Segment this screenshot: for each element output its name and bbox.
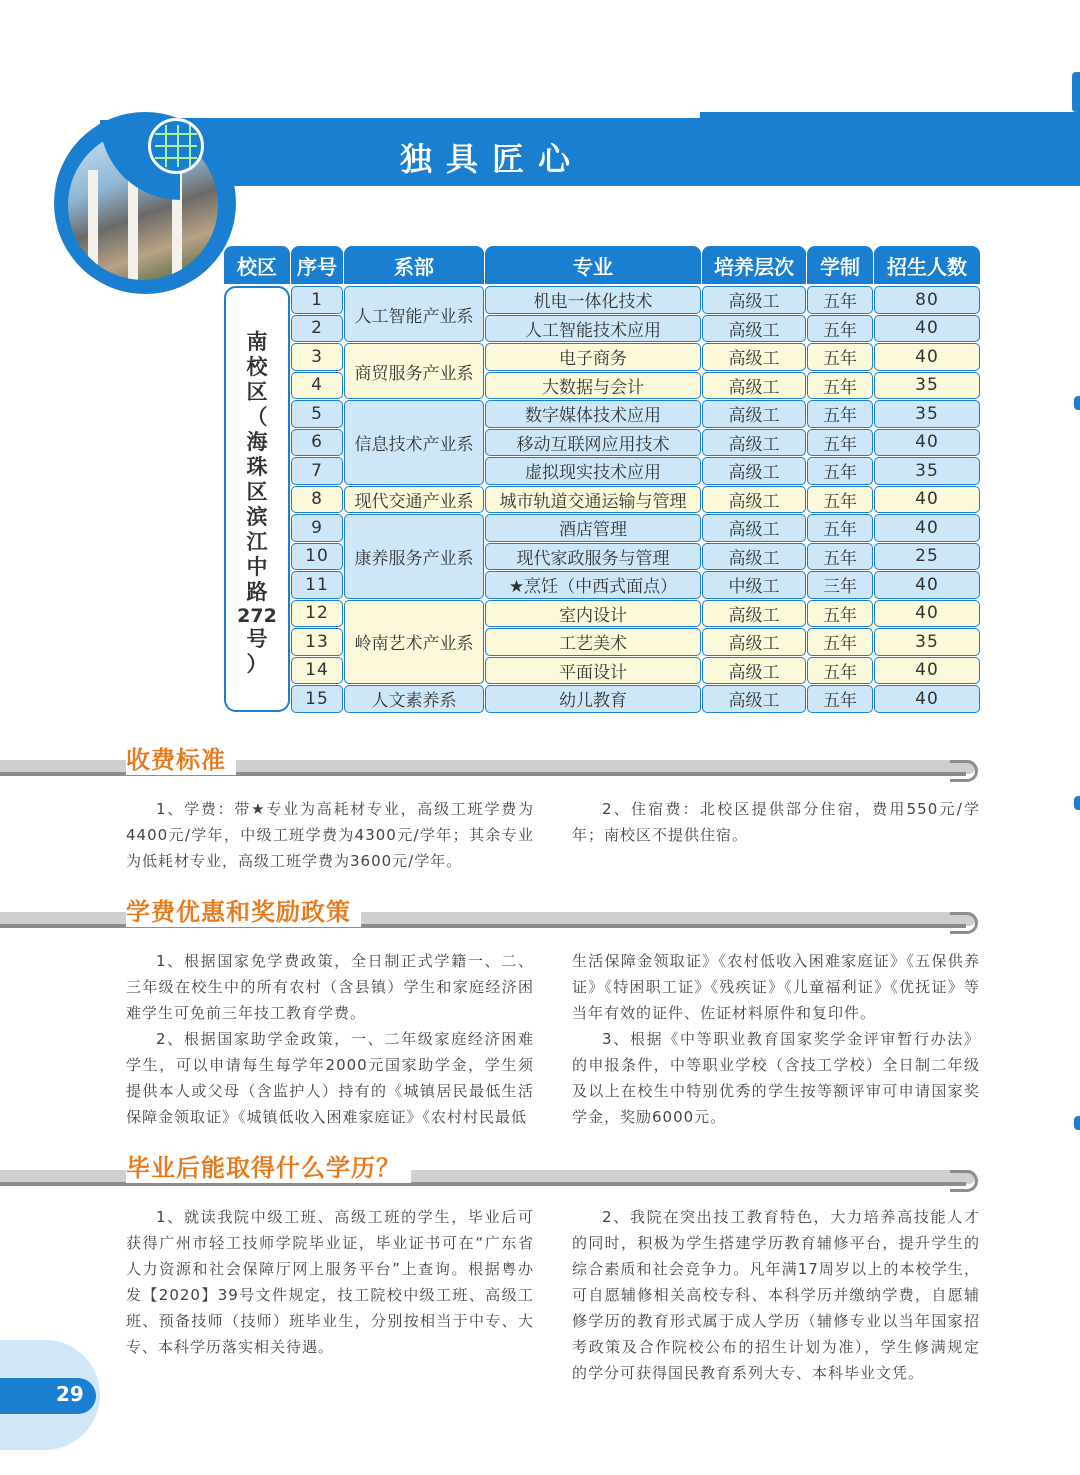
row-level: 高级工 <box>702 400 806 428</box>
row-major: 移动互联网应用技术 <box>485 429 701 457</box>
campus-char: 江 <box>246 529 268 554</box>
row-no: 11 <box>291 571 343 599</box>
section-title-fees: 收费标准 <box>126 740 236 775</box>
row-no: 15 <box>291 685 343 713</box>
side-tab-marker <box>1074 796 1080 810</box>
row-no: 5 <box>291 400 343 428</box>
row-level: 高级工 <box>702 457 806 485</box>
row-no: 14 <box>291 657 343 685</box>
row-department: 人工智能产业系 <box>344 286 484 342</box>
row-years: 五年 <box>807 400 873 428</box>
row-count: 35 <box>874 372 980 400</box>
row-major: 工艺美术 <box>485 628 701 656</box>
side-tab-marker <box>1074 396 1080 410</box>
row-years: 五年 <box>807 657 873 685</box>
page-title: 独具匠心 <box>400 140 585 178</box>
header-campus: 校区 <box>224 246 290 284</box>
row-level: 高级工 <box>702 628 806 656</box>
row-years: 五年 <box>807 486 873 514</box>
header-no: 序号 <box>291 246 343 284</box>
paragraph: 3、根据《中等职业教育国家奖学金评审暂行办法》的申报条件，中等职业学校（含技工学校）全日制二年级及以上在校生中特别优秀的学生按等额评审可申请国家奖学金，奖励6000元。 <box>572 1030 980 1126</box>
row-years: 五年 <box>807 628 873 656</box>
row-department: 商贸服务产业系 <box>344 343 484 399</box>
degree-left-text <box>126 1204 534 1360</box>
header-level: 培养层次 <box>702 246 806 284</box>
row-years: 五年 <box>807 286 873 314</box>
campus-char: ） <box>246 651 268 676</box>
row-level: 高级工 <box>702 372 806 400</box>
row-count: 35 <box>874 400 980 428</box>
campus-char: 滨 <box>246 504 268 529</box>
row-count: 40 <box>874 429 980 457</box>
paragraph: 2、住宿费：北校区提供部分住宿，费用550元/学年；南校区不提供住宿。 <box>572 800 980 844</box>
paragraph: 2、根据国家助学金政策，一、二年级家庭经济困难学生，可以申请每生每学年2000元国家助学金，学生须提供本人或父母（含监护人）持有的《城镇居民最低生活保障金领取证》《城镇低收入困难家庭证》《农村村民最低 <box>126 1030 534 1126</box>
row-years: 五年 <box>807 372 873 400</box>
section-title-degree: 毕业后能取得什么学历？ <box>126 1148 411 1183</box>
row-no: 2 <box>291 315 343 343</box>
row-no: 6 <box>291 429 343 457</box>
row-major: 现代家政服务与管理 <box>485 543 701 571</box>
campus-char: 中 <box>246 554 268 579</box>
row-major: 机电一体化技术 <box>485 286 701 314</box>
row-major: ★烹饪（中西式面点） <box>485 571 701 599</box>
row-count: 40 <box>874 685 980 713</box>
row-count: 35 <box>874 457 980 485</box>
fees-left-text <box>126 796 534 874</box>
row-no: 12 <box>291 600 343 628</box>
row-no: 8 <box>291 486 343 514</box>
paragraph: 1、根据国家免学费政策，全日制正式学籍一、二、三年级在校生中的所有农村（含县镇）学生和家庭经济困难学生可免前三年技工教育学费。 <box>126 952 534 1022</box>
header-band <box>160 118 1080 186</box>
paragraph-continued: 生活保障金领取证》《农村低收入困难家庭证》《五保供养证》《特困职工证》《残疾证》《儿童福利证》《优抚证》等当年有效的证件、佐证材料原件和复印件。 <box>572 952 980 1022</box>
header-dept: 系部 <box>344 246 484 284</box>
paragraph: 2、我院在突出技工教育特色，大力培养高技能人才的同时，积极为学生搭建学历教育辅修平台，提升学生的综合素质和社会竞争力。凡年满17周岁以上的本校学生，可自愿辅修相关高校专科、本科学历并缴纳学费，自愿辅修学历的教育形式属于成人学历（辅修专业以当年国家招考政策及合作院校公布的招生计划为准），学生修满规定的学分可获得国民教育系列大专、本科毕业文凭。 <box>572 1208 980 1382</box>
row-department: 信息技术产业系 <box>344 400 484 485</box>
degree-right-text <box>572 1204 980 1386</box>
row-level: 高级工 <box>702 286 806 314</box>
campus-char: 南 <box>246 329 268 354</box>
campus-char: 区 <box>246 479 268 504</box>
row-count: 35 <box>874 628 980 656</box>
row-years: 五年 <box>807 514 873 542</box>
side-tab-marker <box>1074 1116 1080 1130</box>
campus-char: 号 <box>246 626 268 651</box>
globe-icon <box>148 118 204 174</box>
row-no: 3 <box>291 343 343 371</box>
row-department: 人文素养系 <box>344 685 484 713</box>
row-major: 城市轨道交通运输与管理 <box>485 486 701 514</box>
row-major: 虚拟现实技术应用 <box>485 457 701 485</box>
row-years: 三年 <box>807 571 873 599</box>
campus-char: 珠 <box>246 454 268 479</box>
row-department: 岭南艺术产业系 <box>344 600 484 685</box>
row-level: 高级工 <box>702 486 806 514</box>
row-major: 电子商务 <box>485 343 701 371</box>
paragraph: 1、就读我院中级工班、高级工班的学生，毕业后可获得广州市轻工技师学院毕业证，毕业证书可在“广东省人力资源和社会保障厅网上服务平台”上查询。根据粤办发【2020】39号文件规定，技工院校中级工班、高级工班、预备技师（技师）班毕业生，分别按相当于中专、大专、本科学历落实相关待遇。 <box>126 1208 534 1356</box>
row-major: 平面设计 <box>485 657 701 685</box>
row-no: 13 <box>291 628 343 656</box>
row-years: 五年 <box>807 457 873 485</box>
row-level: 高级工 <box>702 543 806 571</box>
header-years: 学制 <box>807 246 873 284</box>
section-bar-cap <box>950 760 978 782</box>
section-bar-cap <box>950 1170 978 1192</box>
row-level: 高级工 <box>702 343 806 371</box>
row-major: 室内设计 <box>485 600 701 628</box>
aid-left-text <box>126 948 534 1130</box>
row-count: 40 <box>874 343 980 371</box>
section-bar-cap <box>950 912 978 934</box>
row-count: 40 <box>874 514 980 542</box>
campus-char: 272 <box>237 604 277 627</box>
row-count: 25 <box>874 543 980 571</box>
campus-char: 区 <box>246 379 268 404</box>
campus-char: 海 <box>246 429 268 454</box>
row-years: 五年 <box>807 429 873 457</box>
campus-char: 校 <box>246 354 268 379</box>
campus-char: 路 <box>246 579 268 604</box>
header-major: 专业 <box>485 246 701 284</box>
row-count: 40 <box>874 315 980 343</box>
row-no: 1 <box>291 286 343 314</box>
row-level: 高级工 <box>702 429 806 457</box>
row-major: 人工智能技术应用 <box>485 315 701 343</box>
row-major: 酒店管理 <box>485 514 701 542</box>
row-level: 高级工 <box>702 514 806 542</box>
header-count: 招生人数 <box>874 246 980 284</box>
campus-cell <box>224 286 290 712</box>
campus-char: （ <box>246 404 268 429</box>
section-title-aid: 学费优惠和奖励政策 <box>126 892 361 927</box>
fees-right-text <box>572 796 980 848</box>
row-count: 40 <box>874 600 980 628</box>
row-level: 高级工 <box>702 657 806 685</box>
row-no: 9 <box>291 514 343 542</box>
row-level: 高级工 <box>702 685 806 713</box>
row-no: 4 <box>291 372 343 400</box>
row-years: 五年 <box>807 600 873 628</box>
row-years: 五年 <box>807 343 873 371</box>
row-count: 40 <box>874 486 980 514</box>
row-major: 幼儿教育 <box>485 685 701 713</box>
row-major: 数字媒体技术应用 <box>485 400 701 428</box>
row-level: 中级工 <box>702 571 806 599</box>
row-department: 现代交通产业系 <box>344 486 484 514</box>
header-band-edge <box>1072 72 1080 112</box>
row-count: 80 <box>874 286 980 314</box>
page-number: 29 <box>56 1382 84 1406</box>
row-count: 40 <box>874 657 980 685</box>
row-years: 五年 <box>807 543 873 571</box>
row-level: 高级工 <box>702 315 806 343</box>
row-no: 7 <box>291 457 343 485</box>
aid-right-text <box>572 948 980 1130</box>
row-no: 10 <box>291 543 343 571</box>
row-years: 五年 <box>807 685 873 713</box>
row-major: 大数据与会计 <box>485 372 701 400</box>
row-count: 40 <box>874 571 980 599</box>
row-level: 高级工 <box>702 600 806 628</box>
row-years: 五年 <box>807 315 873 343</box>
row-department: 康养服务产业系 <box>344 514 484 599</box>
paragraph: 1、学费：带★专业为高耗材专业，高级工班学费为4400元/学年，中级工班学费为4300元/学年；其余专业为低耗材专业，高级工班学费为3600元/学年。 <box>126 800 534 870</box>
